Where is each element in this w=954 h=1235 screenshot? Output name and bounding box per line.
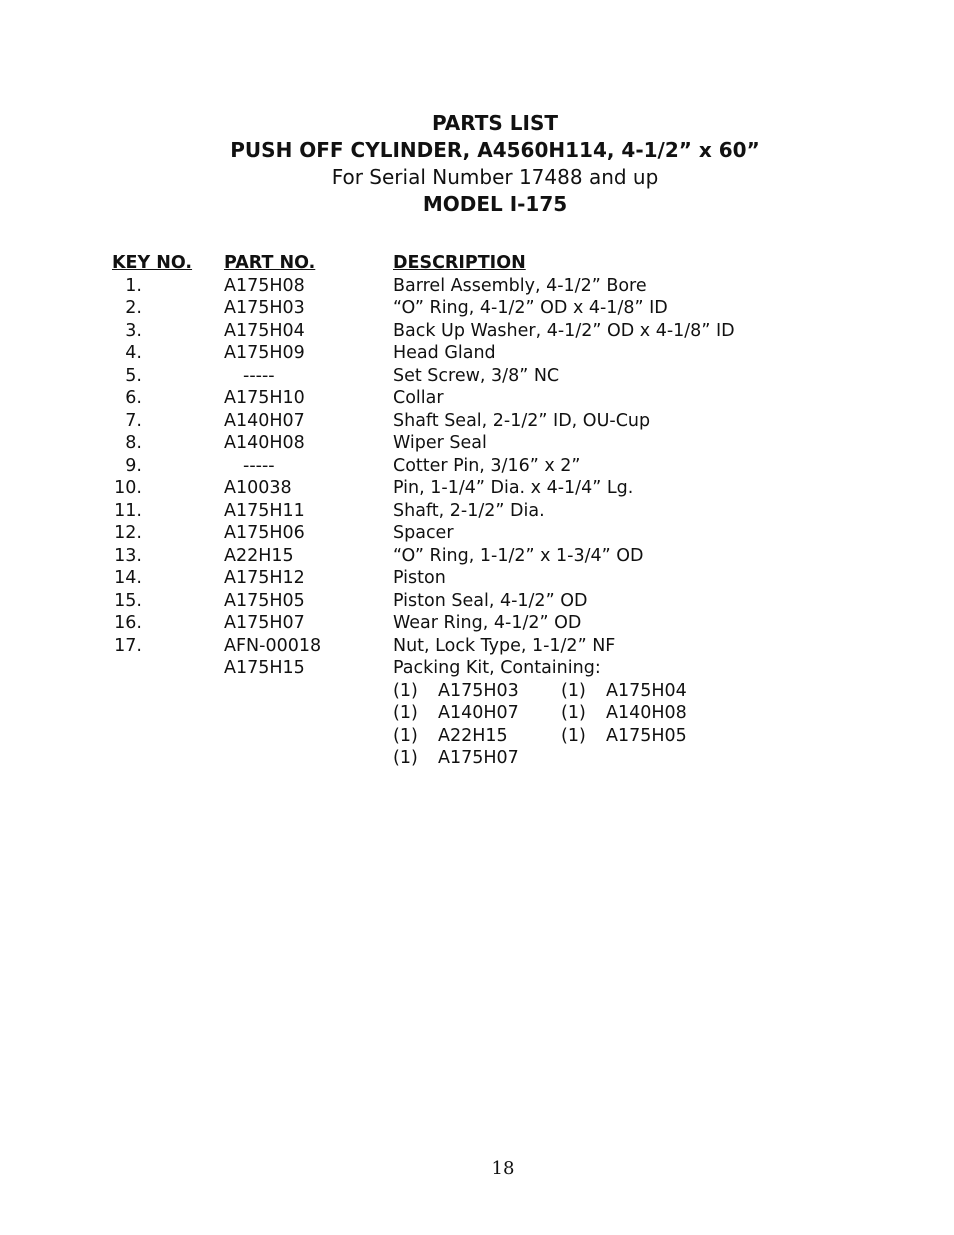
- kit-row: [112, 702, 932, 725]
- key-no: 4.: [125, 343, 142, 363]
- serial-number-note: For Serial Number 17488 and up: [331, 165, 659, 189]
- kit-row: [112, 725, 932, 748]
- part-no: -----: [243, 455, 275, 476]
- key-no: 2.: [125, 298, 142, 318]
- key-no: 11.: [114, 500, 142, 521]
- description: Shaft Seal, 2-1/2” ID, OU-Cup: [393, 410, 651, 431]
- description: Collar: [393, 388, 444, 408]
- key-no: 3.: [125, 320, 142, 341]
- model-title: MODEL I-175: [422, 192, 568, 216]
- key-no: 9.: [125, 455, 142, 476]
- table-row: [112, 477, 932, 500]
- part-no: A175H06: [224, 523, 305, 543]
- kit-quantity: (1): [393, 680, 418, 701]
- kit-part-no: A175H04: [606, 680, 687, 701]
- description: Head Gland: [393, 343, 496, 363]
- part-no: A175H11: [224, 500, 305, 521]
- page-number: 18: [491, 1158, 515, 1179]
- part-no: A175H12: [224, 568, 305, 588]
- key-no: 8.: [125, 433, 142, 453]
- part-no: A175H05: [224, 590, 305, 611]
- key-no-header: KEY NO.: [112, 253, 193, 273]
- table-row: [112, 410, 932, 433]
- part-no: A10038: [224, 478, 292, 498]
- description: Set Screw, 3/8” NC: [393, 365, 560, 386]
- part-no-header: PART NO.: [224, 253, 316, 273]
- key-no: 15.: [114, 590, 142, 611]
- part-no: A175H03: [224, 298, 305, 318]
- parts-table: [112, 252, 932, 770]
- part-no: A175H10: [224, 388, 305, 408]
- table-row: [112, 657, 932, 680]
- description: Back Up Washer, 4-1/2” OD x 4-1/8” ID: [393, 320, 735, 341]
- kit-part-no: A175H07: [438, 748, 519, 768]
- table-row: [112, 522, 932, 545]
- table-row: [112, 500, 932, 523]
- description: Wear Ring, 4-1/2” OD: [393, 613, 582, 633]
- part-no: A22H15: [224, 545, 294, 566]
- table-row: [112, 567, 932, 590]
- key-no: 6.: [125, 388, 142, 408]
- kit-quantity: (1): [561, 725, 586, 746]
- table-row: [112, 297, 932, 320]
- part-no: A175H08: [224, 275, 305, 296]
- key-no: 5.: [125, 365, 142, 386]
- kit-part-no: A175H03: [438, 680, 519, 701]
- description: Barrel Assembly, 4-1/2” Bore: [393, 275, 647, 296]
- part-no: A175H04: [224, 320, 305, 341]
- table-header-row: [112, 252, 932, 275]
- kit-part-no: A22H15: [438, 725, 508, 746]
- part-no: A175H09: [224, 343, 305, 363]
- key-no: 1.: [125, 275, 142, 296]
- document-title-block: [0, 110, 954, 218]
- parts-list-heading: PARTS LIST: [431, 111, 559, 135]
- kit-quantity: (1): [561, 703, 586, 723]
- kit-part-no: A175H05: [606, 725, 687, 746]
- description: Wiper Seal: [393, 433, 487, 453]
- description: Nut, Lock Type, 1-1/2” NF: [393, 635, 616, 656]
- table-row: [112, 342, 932, 365]
- kit-part-no: A140H08: [606, 703, 687, 723]
- description: Pin, 1-1/4” Dia. x 4-1/4” Lg.: [393, 478, 634, 498]
- part-no: A140H08: [224, 433, 305, 453]
- description: Piston Seal, 4-1/2” OD: [393, 590, 588, 611]
- part-no: AFN-00018: [224, 635, 322, 656]
- kit-quantity: (1): [393, 748, 418, 768]
- kit-quantity: (1): [561, 680, 586, 701]
- description: Spacer: [393, 523, 454, 543]
- table-row: [112, 387, 932, 410]
- part-no: A175H07: [224, 613, 305, 633]
- table-row: [112, 432, 932, 455]
- key-no: 14.: [114, 568, 142, 588]
- key-no: 7.: [125, 410, 142, 431]
- table-row: [112, 545, 932, 568]
- table-row: [112, 612, 932, 635]
- table-row: [112, 590, 932, 613]
- table-row: [112, 365, 932, 388]
- key-no: 16.: [114, 613, 142, 633]
- description: Packing Kit, Containing:: [393, 658, 601, 678]
- description: “O” Ring, 4-1/2” OD x 4-1/8” ID: [393, 298, 668, 318]
- key-no: 13.: [114, 545, 142, 566]
- key-no: 17.: [114, 635, 142, 656]
- kit-quantity: (1): [393, 703, 418, 723]
- description: Shaft, 2-1/2” Dia.: [393, 500, 545, 521]
- description: “O” Ring, 1-1/2” x 1-3/4” OD: [393, 545, 644, 566]
- cylinder-title: PUSH OFF CYLINDER, A4560H114, 4-1/2” x 60”: [230, 138, 760, 162]
- table-row: [112, 275, 932, 298]
- description: Piston: [393, 568, 446, 588]
- part-no: -----: [243, 365, 275, 386]
- table-row: [112, 455, 932, 478]
- kit-part-no: A140H07: [438, 703, 519, 723]
- description: Cotter Pin, 3/16” x 2”: [393, 455, 581, 476]
- key-no: 10.: [114, 478, 142, 498]
- key-no: 12.: [114, 523, 142, 543]
- kit-quantity: (1): [393, 725, 418, 746]
- part-no: A175H15: [224, 658, 305, 678]
- kit-row: [112, 680, 932, 703]
- table-row: [112, 320, 932, 343]
- table-row: [112, 635, 932, 658]
- description-header: DESCRIPTION: [393, 253, 526, 273]
- kit-row: [112, 747, 932, 770]
- part-no: A140H07: [224, 410, 305, 431]
